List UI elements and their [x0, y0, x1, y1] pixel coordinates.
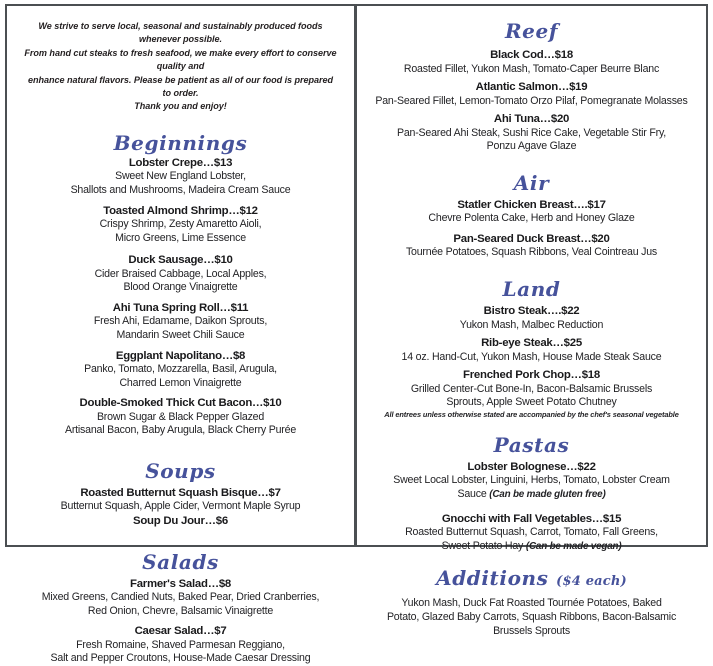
- menu-item-desc-wrap: [367, 488, 696, 502]
- menu-item-name: Soup Du Jour…$6: [133, 515, 228, 528]
- section-heading-reef: Reef: [504, 19, 559, 43]
- menu-item: [367, 460, 696, 502]
- intro-line: enhance natural flavors. Please be patient as all of our food is prepared to order.: [27, 74, 334, 99]
- menu-item: [17, 301, 344, 343]
- menu-item: [367, 512, 696, 554]
- menu-item: [367, 112, 696, 154]
- menu-item-name: Eggplant Napolitano…$8: [115, 349, 246, 362]
- menu-item-desc: Sweet New England Lobster,: [115, 170, 246, 183]
- menu-item-desc: Mandarin Sweet Chili Sauce: [116, 329, 245, 341]
- menu-item-desc: Yukon Mash, Malbec Reduction: [459, 318, 604, 331]
- menu-item-desc: Roasted Butternut Squash, Carrot, Tomato, Fall Greens,: [405, 526, 658, 539]
- menu-item-desc: Mixed Greens, Candied Nuts, Baked Pear, Dried Cranberries,: [41, 591, 320, 604]
- additions-list: [367, 597, 696, 638]
- intro-line: Thank you and enjoy!: [134, 101, 227, 112]
- section-heading-beginnings: Beginnings: [113, 130, 248, 155]
- menu-item-desc: Sweet Local Lobster, Linguini, Herbs, Tomato, Lobster Cream: [393, 474, 670, 487]
- section-heading-additions: [367, 567, 696, 593]
- menu-item-desc: Grilled Center-Cut Bone-In, Bacon-Balsamic Brussels: [410, 382, 653, 395]
- menu-item-name: Farmer's Salad…$8: [129, 577, 232, 590]
- menu-item-name: Pan-Seared Duck Breast…$20: [453, 232, 610, 245]
- menu-item-name: Toasted Almond Shrimp…$12: [103, 204, 258, 217]
- section-heading-air: Air: [513, 170, 550, 195]
- menu-frame: [5, 4, 708, 665]
- entree-footnote: All entrees unless otherwise stated are accompanied by the chef's seasonal vegetable: [384, 409, 679, 419]
- menu-item: [17, 486, 344, 514]
- menu-item-desc: Red Onion, Chevre, Balsamic Vinaigrette: [87, 604, 274, 617]
- menu-item: [367, 368, 696, 410]
- menu-item-desc: Brown Sugar & Black Pepper Glazed: [96, 410, 265, 423]
- section-heading-pastas: Pastas: [493, 432, 570, 457]
- menu-item-name: Roasted Butternut Squash Bisque…$7: [80, 486, 281, 499]
- menu-item-desc: Charred Lemon Vinaigrette: [119, 376, 242, 389]
- section-heading-additions-text: Additions: [436, 566, 549, 591]
- menu-item-desc-wrap: [367, 540, 696, 554]
- additions-line: Brussels Sprouts: [493, 624, 570, 637]
- menu-item: [17, 253, 344, 295]
- menu-item-desc: Cider Braised Cabbage, Local Apples,: [94, 267, 267, 280]
- section-heading-land: Land: [502, 277, 561, 302]
- menu-item: [367, 304, 696, 332]
- menu-item: [367, 336, 696, 364]
- menu-item-name: Lobster Crepe…$13: [128, 156, 233, 169]
- section-heading-soups: Soups: [145, 458, 216, 483]
- menu-item: [367, 198, 696, 226]
- menu-item-name: Caesar Salad…$7: [134, 625, 227, 638]
- intro-line: From hand cut steaks to fresh seafood, we make every effort to conserve quality and: [24, 47, 337, 72]
- menu-item: [17, 577, 344, 619]
- menu-item: [17, 156, 344, 198]
- menu-item-desc: Micro Greens, Lime Essence: [115, 231, 246, 244]
- menu-item-name: Atlantic Salmon…$19: [475, 81, 588, 94]
- menu-item-desc-text: Sauce: [457, 488, 490, 501]
- menu-item: [367, 232, 696, 260]
- menu-item-name: Bistro Steak….$22: [483, 305, 580, 318]
- section-heading-additions-price: ($4 each): [556, 574, 627, 590]
- menu-item-name: Gnocchi with Fall Vegetables…$15: [441, 512, 622, 525]
- menu-item-desc: Sprouts, Apple Sweet Potato Chutney: [446, 396, 617, 409]
- menu-item-desc: Artisanal Bacon, Baby Arugula, Black Cherry Purée: [64, 424, 297, 437]
- additions-line: Yukon Mash, Duck Fat Roasted Tournée Potatoes, Baked: [401, 597, 662, 610]
- menu-item: [367, 48, 696, 76]
- menu-item: [17, 396, 344, 438]
- menu-item-name: Statler Chicken Breast….$17: [457, 198, 606, 211]
- menu-item-name: Black Cod…$18: [490, 49, 573, 61]
- menu-item-name: Ahi Tuna Spring Roll…$11: [112, 301, 249, 314]
- intro-line: We strive to serve local, seasonal and sustainably produced foods whenever possible.: [38, 21, 323, 45]
- menu-item-desc: Tournée Potatoes, Squash Ribbons, Veal Cointreau Jus: [405, 246, 658, 259]
- intro-paragraph: [23, 20, 338, 114]
- menu-item: [17, 204, 344, 246]
- menu-item-desc-text: Sweet Potato Hay: [441, 539, 526, 552]
- menu-column-right: [357, 6, 706, 637]
- menu-item-dietary-note: (Can be made gluten free): [489, 489, 606, 501]
- menu-item-desc: Fresh Ahi, Edamame, Daikon Sprouts,: [93, 315, 268, 328]
- menu-item: [17, 349, 344, 391]
- menu-item-name: Rib-eye Steak…$25: [481, 337, 582, 350]
- additions-line: Potato, Glazed Baby Carrots, Squash Ribbons, Bacon-Balsamic: [386, 610, 677, 623]
- menu-item-desc: Panko, Tomato, Mozzarella, Basil, Arugula,: [84, 363, 277, 376]
- menu-item-name: Frenched Pork Chop…$18: [463, 369, 600, 382]
- menu-item-name: Lobster Bolognese…$22: [467, 460, 596, 473]
- menu-item: [17, 624, 344, 666]
- menu-item-name: Double-Smoked Thick Cut Bacon…$10: [79, 397, 282, 410]
- menu-item-desc: Shallots and Mushrooms, Madeira Cream Sauce: [70, 183, 291, 196]
- menu-item-desc: Crispy Shrimp, Zesty Amaretto Aioli,: [99, 218, 262, 231]
- menu-item: [367, 80, 696, 108]
- menu-item-desc: 14 oz. Hand-Cut, Yukon Mash, House Made Steak Sauce: [401, 350, 662, 363]
- menu-item-name: Duck Sausage…$10: [128, 254, 233, 267]
- menu-item-desc: Pan-Seared Fillet, Lemon-Tomato Orzo Pilaf, Pomegranate Molasses: [375, 94, 688, 107]
- menu-item: [17, 514, 344, 529]
- menu-item-desc: Salt and Pepper Croutons, House-Made Caesar Dressing: [50, 652, 311, 665]
- menu-column-left: [7, 6, 354, 665]
- menu-item-desc: Blood Orange Vinaigrette: [123, 281, 238, 294]
- menu-item-desc: Roasted Fillet, Yukon Mash, Tomato-Caper Beurre Blanc: [403, 62, 660, 75]
- menu-item-desc: Chevre Polenta Cake, Herb and Honey Glaze: [428, 212, 635, 225]
- menu-item-desc: Butternut Squash, Apple Cider, Vermont Maple Syrup: [60, 500, 301, 513]
- menu-item-name: Ahi Tuna…$20: [493, 113, 570, 126]
- menu-item-desc: Pan-Seared Ahi Steak, Sushi Rice Cake, Vegetable Stir Fry,: [396, 126, 667, 139]
- section-heading-salads: Salads: [142, 549, 219, 574]
- menu-item-desc: Ponzu Agave Glaze: [486, 140, 577, 153]
- menu-item-desc: Fresh Romaine, Shaved Parmesan Reggiano,: [76, 638, 285, 651]
- menu-item-dietary-note: (Can be made vegan): [525, 540, 622, 552]
